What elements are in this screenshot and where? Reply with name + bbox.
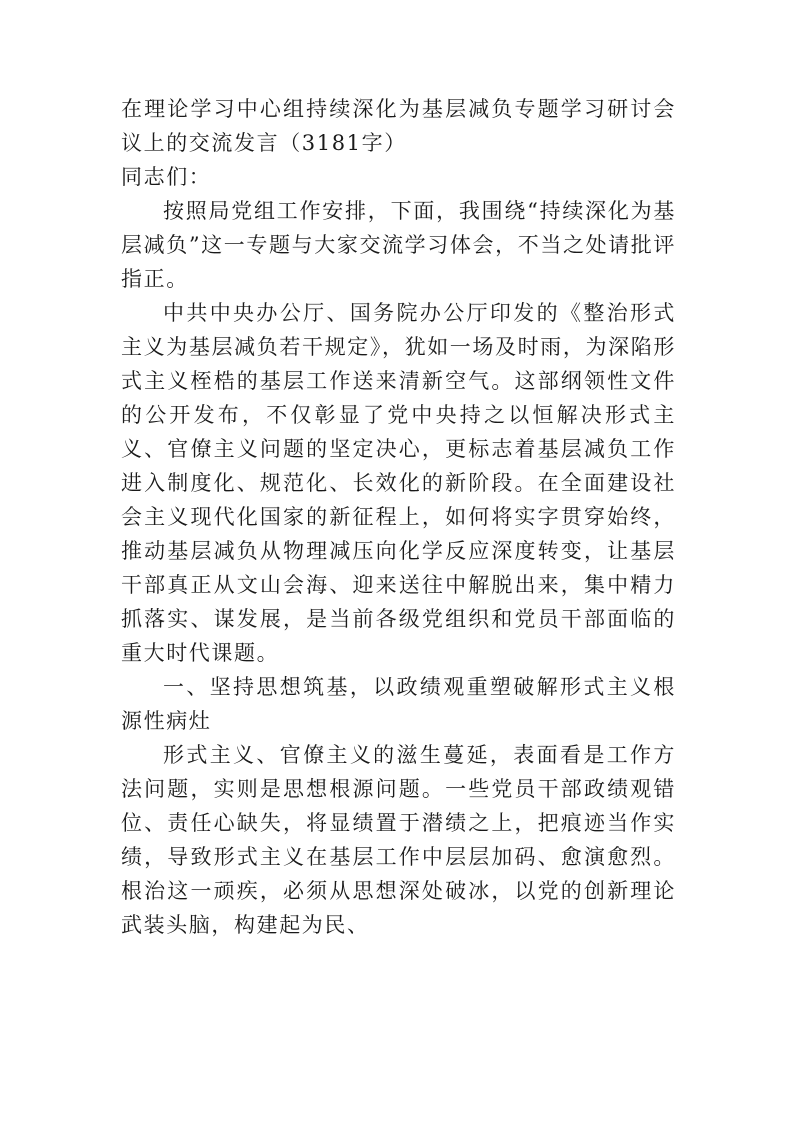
paragraph-section-1: 形式主义、官僚主义的滋生蔓延，表面看是工作方法问题，实则是思想根源问题。一些党员干部政绩观错位、责任心缺失，将显绩置于潜绩之上，把痕迹当作实绩，导致形式主义在基层工作中层层加码、愈演愈烈。根治这一顽疾，必须从思想深处破冰，以党的创新理论武装头脑，构建起为民、 (121, 743, 676, 937)
paragraph-background: 中共中央办公厅、国务院办公厅印发的《整治形式主义为基层减负若干规定》，犹如一场及时雨，为深陷形式主义桎梏的基层工作送来清新空气。这部纲领性文件的公开发布，不仅彰显了党中央持之以恒解决形式主义、官僚主义问题的坚定决心，更标志着基层减负工作进入制度化、规范化、长效化的新阶段。在全面建设社会主义现代化国家的新征程上，如何将实字贯穿始终，推动基层减负从物理减压向化学反应深度转变，让基层干部真正从文山会海、迎来送往中解脱出来，集中精力抓落实、谋发展，是当前各级党组织和党员干部面临的重大时代课题。 (121, 301, 676, 665)
paragraph-intro: 按照局党组工作安排，下面，我围绕“持续深化为基层减负”这一专题与大家交流学习体会，不当之处请批评指正。 (121, 199, 676, 291)
section-heading-1: 一、坚持思想筑基，以政绩观重塑破解形式主义根源性病灶 (121, 675, 676, 733)
document-body (121, 92, 676, 942)
salutation: 同志们： (121, 165, 212, 189)
document-title: 在理论学习中心组持续深化为基层减负专题学习研讨会议上的交流发言（3181字） (121, 97, 676, 155)
